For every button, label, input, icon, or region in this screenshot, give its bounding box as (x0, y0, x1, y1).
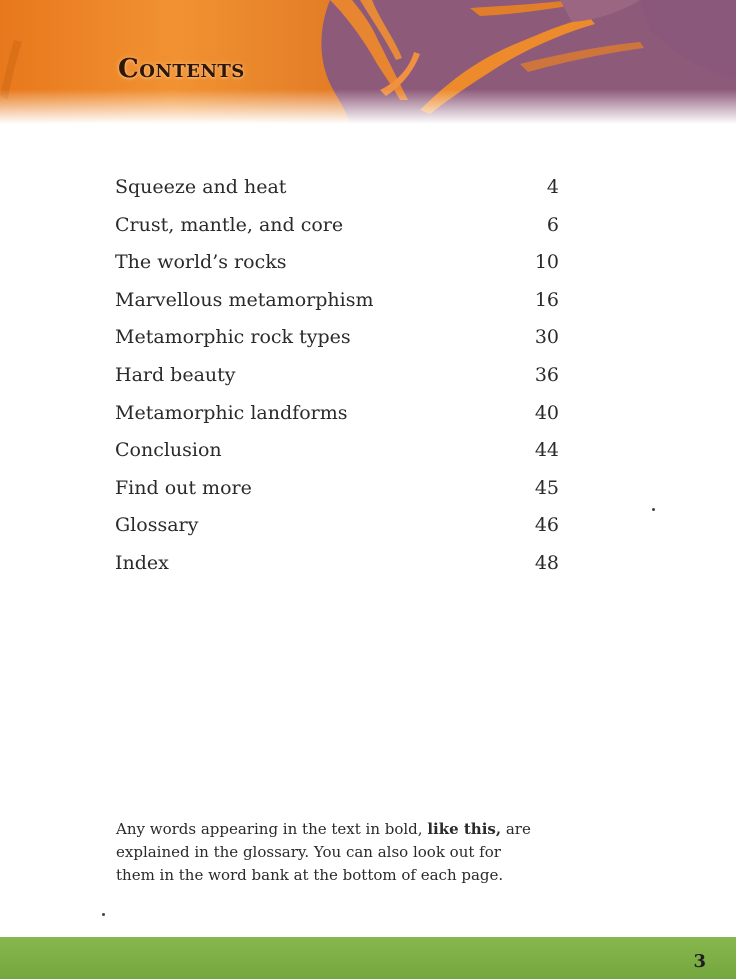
page-number: 3 (693, 951, 706, 972)
toc-entry-title: The world’s rocks (115, 251, 287, 274)
toc-entry-page: 4 (546, 176, 559, 198)
toc-entry-page: 6 (546, 213, 559, 236)
note-text-end: are explained in the glossary. You can also look out for them in the word bank at the bottom of each page. (116, 820, 531, 884)
toc-entry[interactable] (115, 514, 559, 552)
glossary-note (116, 818, 536, 887)
toc-entry[interactable] (115, 214, 559, 252)
toc-entry[interactable] (115, 552, 559, 590)
toc-entry-title: Index (115, 551, 169, 574)
toc-entry-page: 40 (534, 401, 559, 424)
toc-entry-page: 30 (534, 326, 559, 349)
paper-speck (652, 508, 655, 511)
toc-entry-page: 46 (534, 514, 559, 537)
toc-entry[interactable] (115, 251, 559, 289)
toc-entry-title: Marvellous metamorphism (115, 288, 374, 311)
contents-header-banner (0, 0, 736, 124)
toc-entry-title: Conclusion (115, 439, 222, 462)
toc-entry-title: Glossary (115, 514, 199, 537)
rock-texture-banner (0, 0, 736, 124)
toc-entry[interactable] (115, 402, 559, 440)
toc-entry-title: Metamorphic landforms (115, 401, 348, 424)
toc-entry-page: 48 (534, 551, 559, 574)
toc-entry-title: Hard beauty (115, 363, 236, 386)
toc-entry[interactable] (115, 364, 559, 402)
toc-entry[interactable] (115, 439, 559, 477)
toc-entry[interactable] (115, 176, 559, 214)
page-title: Contents (118, 54, 245, 84)
note-text-start: Any words appearing in the text in bold, (116, 820, 428, 838)
toc-entry-page: 16 (534, 288, 559, 311)
toc-entry[interactable] (115, 289, 559, 327)
footer-bar (0, 937, 736, 979)
toc-entry-page: 44 (534, 439, 559, 462)
toc-entry-title: Metamorphic rock types (115, 326, 351, 349)
toc-entry-page: 45 (534, 476, 559, 499)
note-bold-example: like this, (427, 820, 502, 838)
toc-entry[interactable] (115, 477, 559, 515)
paper-speck (102, 913, 105, 916)
toc-entry-title: Squeeze and heat (115, 176, 287, 198)
toc-entry-title: Find out more (115, 476, 252, 499)
table-of-contents (115, 176, 559, 590)
toc-entry-page: 36 (534, 363, 559, 386)
toc-entry-title: Crust, mantle, and core (115, 213, 344, 236)
toc-entry[interactable] (115, 326, 559, 364)
toc-entry-page: 10 (534, 251, 559, 274)
